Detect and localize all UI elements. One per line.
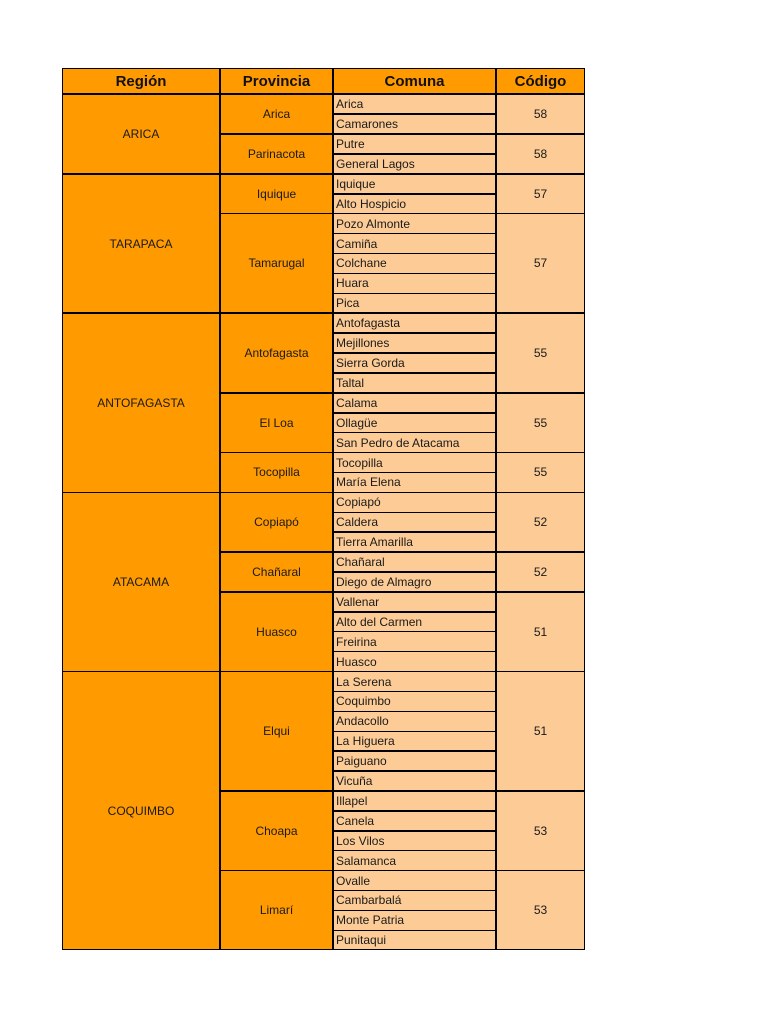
comuna-cell: Alto del Carmen: [333, 612, 496, 632]
comuna-cell: Taltal: [333, 373, 496, 393]
province-cell: Limarí: [220, 870, 333, 950]
codigo-cell: 51: [496, 671, 585, 791]
codigo-cell: 52: [496, 552, 585, 592]
comuna-cell: San Pedro de Atacama: [333, 432, 496, 452]
codigo-cell: 57: [496, 213, 585, 313]
comuna-cell: Tocopilla: [333, 452, 496, 472]
province-cell: Choapa: [220, 791, 333, 871]
comuna-cell: Colchane: [333, 253, 496, 273]
comuna-cell: Arica: [333, 94, 496, 114]
comuna-cell: Caldera: [333, 512, 496, 532]
region-cell: ANTOFAGASTA: [62, 313, 220, 493]
comuna-cell: Antofagasta: [333, 313, 496, 333]
comuna-cell: Vicuña: [333, 771, 496, 791]
codigo-cell: 58: [496, 94, 585, 134]
province-cell: Antofagasta: [220, 313, 333, 393]
region-cell: ARICA: [62, 94, 220, 174]
codigo-cell: 57: [496, 174, 585, 214]
comuna-cell: Illapel: [333, 791, 496, 811]
codigo-cell: 55: [496, 452, 585, 492]
comuna-cell: Los Vilos: [333, 831, 496, 851]
province-cell: Tocopilla: [220, 452, 333, 492]
comuna-cell: Pozo Almonte: [333, 213, 496, 233]
region-cell: COQUIMBO: [62, 671, 220, 950]
comuna-cell: Putre: [333, 134, 496, 154]
comuna-cell: Punitaqui: [333, 930, 496, 950]
comuna-cell: Alto Hospicio: [333, 194, 496, 214]
province-cell: Tamarugal: [220, 213, 333, 313]
comuna-cell: Canela: [333, 811, 496, 831]
province-cell: Parinacota: [220, 134, 333, 174]
comuna-cell: María Elena: [333, 472, 496, 492]
comuna-cell: Paiguano: [333, 751, 496, 771]
codigo-cell: 51: [496, 592, 585, 672]
comuna-cell: Ovalle: [333, 870, 496, 890]
comuna-cell: Andacollo: [333, 711, 496, 731]
province-cell: El Loa: [220, 393, 333, 453]
comuna-cell: Vallenar: [333, 592, 496, 612]
comuna-cell: Pica: [333, 293, 496, 313]
comuna-cell: Cambarbalá: [333, 890, 496, 910]
comuna-cell: Salamanca: [333, 850, 496, 870]
province-cell: Copiapó: [220, 492, 333, 552]
province-cell: Arica: [220, 94, 333, 134]
comuna-cell: La Higuera: [333, 731, 496, 751]
comuna-cell: Sierra Gorda: [333, 353, 496, 373]
comuna-cell: Tierra Amarilla: [333, 532, 496, 552]
comuna-cell: Mejillones: [333, 333, 496, 353]
header-region: Región: [62, 68, 220, 94]
province-cell: Chañaral: [220, 552, 333, 592]
comuna-cell: General Lagos: [333, 154, 496, 174]
comuna-cell: Iquique: [333, 174, 496, 194]
codigo-cell: 53: [496, 791, 585, 871]
comuna-cell: Huara: [333, 273, 496, 293]
comuna-cell: Diego de Almagro: [333, 572, 496, 592]
province-cell: Elqui: [220, 671, 333, 791]
comuna-cell: Ollagüe: [333, 413, 496, 433]
comuna-cell: Coquimbo: [333, 691, 496, 711]
comuna-cell: Monte Patria: [333, 910, 496, 930]
header-comuna: Comuna: [333, 68, 496, 94]
codigo-cell: 55: [496, 393, 585, 453]
comuna-cell: Camiña: [333, 233, 496, 253]
codigo-cell: 55: [496, 313, 585, 393]
header-codigo: Código: [496, 68, 585, 94]
comuna-cell: Freirina: [333, 631, 496, 651]
codigo-cell: 53: [496, 870, 585, 950]
comuna-cell: Camarones: [333, 114, 496, 134]
province-cell: Huasco: [220, 592, 333, 672]
region-cell: ATACAMA: [62, 492, 220, 672]
codigo-cell: 58: [496, 134, 585, 174]
spreadsheet-table: [62, 68, 585, 950]
region-cell: TARAPACA: [62, 174, 220, 314]
header-provincia: Provincia: [220, 68, 333, 94]
comuna-cell: Huasco: [333, 651, 496, 671]
comuna-cell: Chañaral: [333, 552, 496, 572]
comuna-cell: La Serena: [333, 671, 496, 691]
comuna-cell: Calama: [333, 393, 496, 413]
comuna-cell: Copiapó: [333, 492, 496, 512]
province-cell: Iquique: [220, 174, 333, 214]
codigo-cell: 52: [496, 492, 585, 552]
